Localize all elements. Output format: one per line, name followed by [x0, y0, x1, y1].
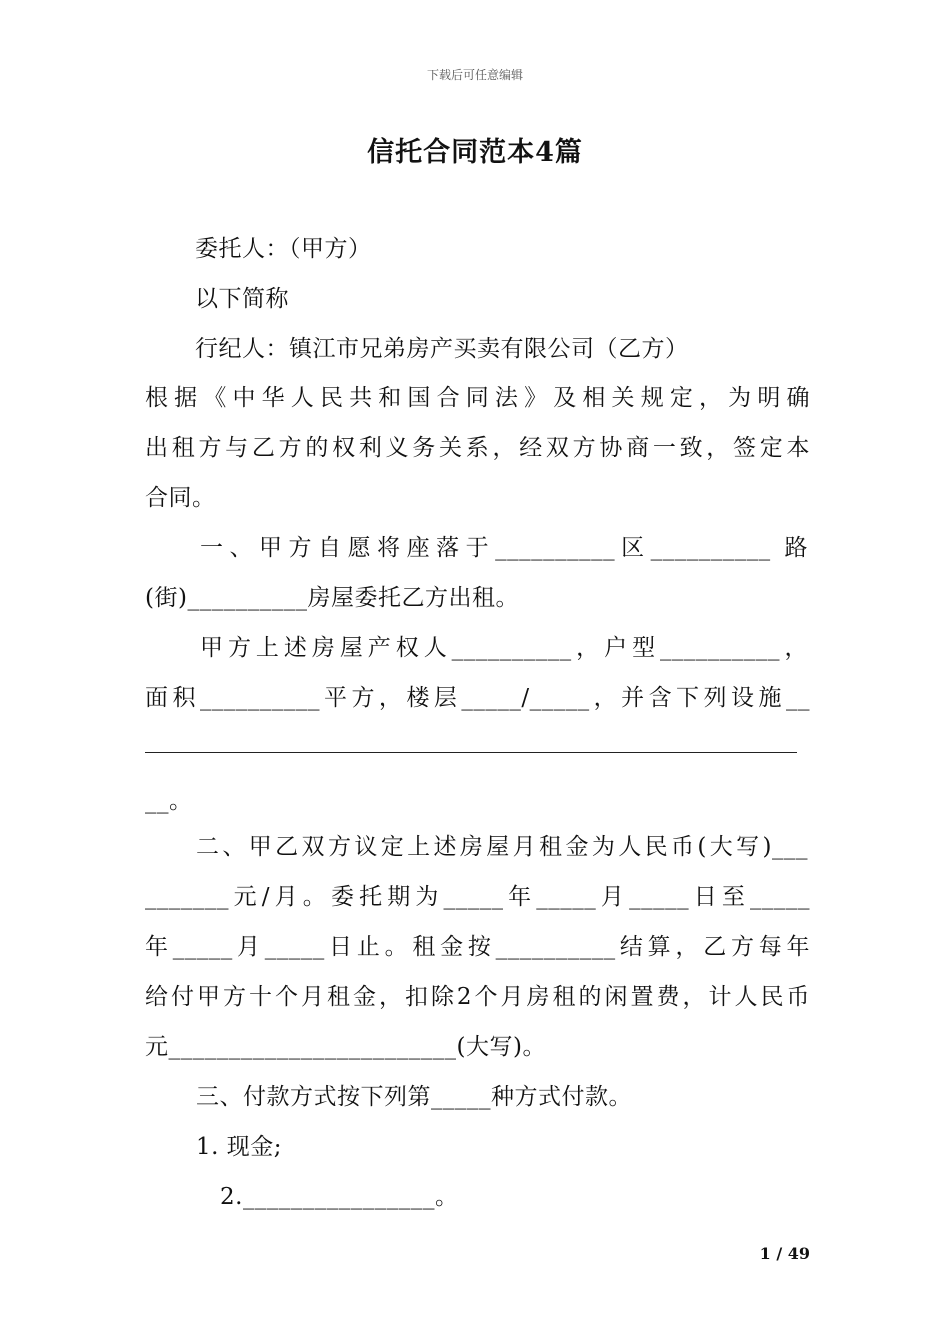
- body-line-clause2-5: 元________________________(大写)。: [145, 1034, 546, 1060]
- page-number: 1 / 49: [759, 1244, 810, 1263]
- body-line-clause1-1: 一、甲方自愿将座落于__________区__________ 路: [200, 535, 808, 561]
- body-line-payment-2: 2.________________。: [220, 1184, 459, 1210]
- body-line-basis-3: 合同。: [145, 485, 216, 511]
- body-line-clause1-2: (街)__________房屋委托乙方出租。: [145, 585, 519, 611]
- body-line-agent: 行纪人：镇江市兄弟房产买卖有限公司（乙方）: [195, 336, 689, 362]
- body-line-clause1-3: 甲方上述房屋产权人__________，户型__________，: [200, 635, 808, 661]
- body-line-clause2-3: 年_____月_____日止。租金按__________结算，乙方每年: [145, 934, 810, 960]
- body-line-abbrev: 以下简称: [195, 286, 289, 312]
- blank-fill-line: [145, 752, 797, 753]
- body-line-clause1-5: __。: [145, 788, 193, 814]
- body-line-clause3: 三、付款方式按下列第_____种方式付款。: [196, 1084, 632, 1110]
- body-line-clause2-1: 二、甲乙双方议定上述房屋月租金为人民币(大写)___: [196, 834, 808, 860]
- body-line-clause2-4: 给付甲方十个月租金，扣除2个月房租的闲置费，计人民币: [145, 984, 810, 1010]
- header-note: 下载后可任意编辑: [426, 68, 523, 82]
- body-line-client: 委托人：（甲方）: [195, 236, 372, 262]
- body-line-clause2-2: _______元/月。委托期为_____年_____月_____日至_____: [145, 884, 810, 910]
- body-line-clause1-4: 面积__________平方，楼层_____/_____，并含下列设施__: [145, 685, 810, 711]
- body-line-payment-1: 1. 现金;: [196, 1134, 283, 1160]
- body-line-basis-2: 出租方与乙方的权利义务关系，经双方协商一致，签定本: [145, 435, 810, 461]
- document-title: 信托合同范本4篇: [367, 137, 583, 168]
- body-line-basis-1: 根据《中华人民共和国合同法》及相关规定，为明确: [145, 385, 810, 411]
